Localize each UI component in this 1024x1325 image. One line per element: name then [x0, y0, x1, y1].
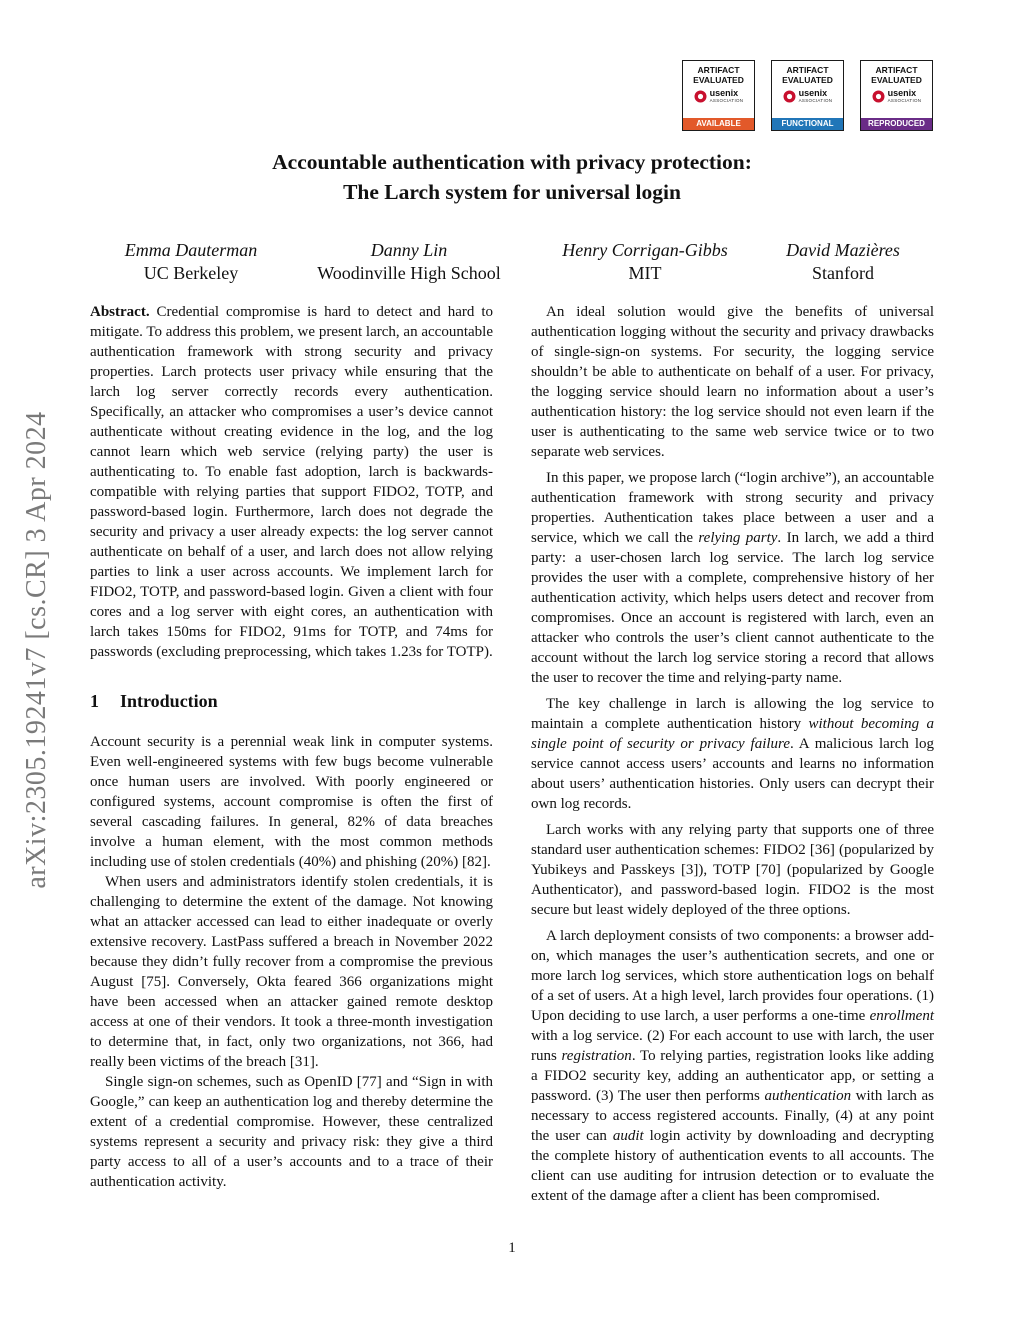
usenix-mark-icon — [694, 90, 707, 103]
badge-title: ARTIFACT EVALUATED — [782, 65, 833, 85]
paragraph: When users and administrators identify stolen credentials, it is challenging to determine the extent of the damage. Not knowing what an attacker accessed can lead to either inadequate or overly extensive recovery. LastPass suffered a breach in November 2022 because they didn’t fully recover from a compromise the previous August [75]. Conversely, Okta feared 366 organizations might have been accessed when an attacker gained remote desktop access at one of their vendors. It took a three-month investigation to determine that, in fact, only two organizations, not 366, had really been victims of the breach [31]. — [90, 874, 493, 1070]
usenix-mark-icon — [872, 90, 885, 103]
page-number: 1 — [508, 1240, 516, 1256]
abstract-label: Abstract. — [90, 304, 150, 320]
paragraph: Larch works with any relying party that supports one of three standard user authentication schemes: FIDO2 [36] (popularized by Yubikeys and Passkeys [3]), TOTP [70] (popularized by Google Authenticator), and password-based login. FIDO2 is the most secure but least widely deployed of the three options. — [531, 822, 934, 918]
paragraph: In this paper, we propose larch (“login archive”), an accountable authentication framework with strong security and privacy properties. Authentication takes place between a user and a service, which we call the relying party. In larch, we add a third party: a user-chosen larch log service. The larch log service provides the user with a complete, comprehensive history of her authentication activity, which helps users detect and recover from compromises. Once an account is registered with larch, even an attacker who controls the user’s client cannot authenticate to the account without the larch log service storing a record that allows the user to recover the time and relying-party name. — [531, 470, 934, 686]
paragraph: An ideal solution would give the benefits of universal authentication logging without the security and privacy drawbacks of single-sign-on systems. For security, the logging service shouldn’t be able to authenticate on behalf of a user. For privacy, the logging service should learn no information about a user’s authentication history: the log service should not even learn if the user is authenticating to the same web service twice or to two separate web services. — [531, 304, 934, 460]
badge-title: ARTIFACT EVALUATED — [693, 65, 744, 85]
usenix-logo: usenix ASSOCIATION — [683, 89, 754, 103]
usenix-logo: usenix ASSOCIATION — [861, 89, 932, 103]
usenix-mark-icon — [783, 90, 796, 103]
author-block: Danny Lin Woodinville High School — [317, 240, 501, 283]
section-heading: 1 Introduction — [90, 691, 218, 711]
author-block: Emma Dauterman UC Berkeley — [124, 240, 258, 283]
badge-status: REPRODUCED — [861, 118, 932, 130]
right-column — [531, 302, 934, 1206]
paragraph: Account security is a perennial weak link in computer systems. Even well-engineered systems with few bugs become vulnerable once human users are involved. With poorly engineered or configured systems, account compromise is often the first of several cascading failures. In general, 82% of data breaches involve a human element, with the most common methods including use of stolen credentials (40%) and phishing (20%) [82]. — [90, 734, 493, 870]
arxiv-identifier-text: arXiv:2305.19241v7 [cs.CR] 3 Apr 2024 — [21, 411, 52, 889]
badge-status: AVAILABLE — [683, 118, 754, 130]
artifact-badges — [682, 60, 933, 131]
abstract — [90, 302, 493, 662]
paragraph: Single sign-on schemes, such as OpenID [77] and “Sign in with Google,” can keep an authentication log and thereby determine the extent of a credential compromise. However, these centralized systems represent a security and privacy risk: they give a third party access to all of a user’s accounts and to a trace of their authentication activity. — [90, 1074, 493, 1190]
author-block: Henry Corrigan-Gibbs MIT — [562, 240, 728, 283]
arxiv-identifier-sidebar — [12, 365, 62, 935]
usenix-logo: usenix ASSOCIATION — [772, 89, 843, 103]
abstract-text: Credential compromise is hard to detect and hard to mitigate. To address this problem, we present larch, an accountable authentication framework with strong security and privacy properties. Larch protects user privacy while ensuring that the larch log server correctly records every authentication. Specifically, an attacker who compromises a user’s device cannot authenticate without creating evidence in the log, and the log cannot learn which web service (relying party) the user is authenticating to. To enable fast adoption, larch is backwards-compatible with relying parties that support FIDO2, TOTP, and password-based login. Furthermore, larch does not degrade the security and privacy a user already expects: the log server cannot authenticate on behalf of a user, and larch does not allow relying parties to link a user across accounts. We implement larch for FIDO2, TOTP, and password-based login. Given a client with four cores and a log server with eight cores, an authentication with larch takes 150ms for FIDO2, 91ms for TOTP, and 74ms for passwords (excluding preprocessing, which takes 1.23s for TOTP). — [90, 304, 493, 660]
left-column — [90, 302, 493, 1192]
paragraph: The key challenge in larch is allowing the log service to maintain a complete authentication history without becoming a single point of security or privacy failure. A malicious larch log service cannot access users’ accounts and learns no information about users’ authentication histories. Only users can decrypt their own log records. — [531, 696, 934, 812]
badge-available — [682, 60, 755, 131]
author-block: David Mazières Stanford — [786, 240, 900, 283]
badge-functional — [771, 60, 844, 131]
badge-title: ARTIFACT EVALUATED — [871, 65, 922, 85]
badge-status: FUNCTIONAL — [772, 118, 843, 130]
paragraph: A larch deployment consists of two components: a browser add-on, which manages the user’s authentication secrets, and one or more larch log services, which store authentication logs on behalf of a set of users. At a high level, larch provides four operations. (1) Upon deciding to use larch, a user performs a one-time enrollment with a log service. (2) For each account to use with larch, the user runs registration. To relying parties, registration looks like adding a FIDO2 security key, adding an authenticator app, or setting a password. (3) The user then performs authentication with larch as necessary to access registered accounts. Finally, (4) at any point the user can audit login activity by downloading and decrypting the complete history of authentication events to all accounts. The client can use auditing for intrusion detection or to evaluate the extent of the damage after a client has been compromised. — [531, 928, 934, 1204]
paper-title: Accountable authentication with privacy protection: The Larch system for universal login — [272, 150, 752, 204]
badge-reproduced — [860, 60, 933, 131]
